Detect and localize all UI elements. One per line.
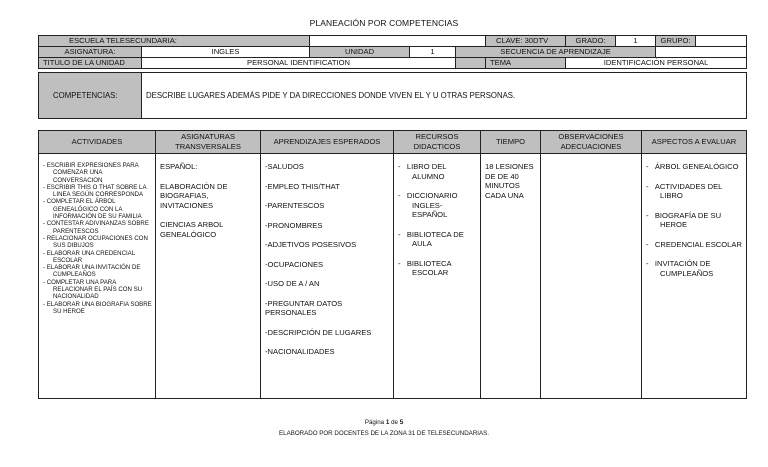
list-item: -EMPLEO THIS/THAT (265, 181, 340, 191)
list-item: -PREGUNTAR DATOS PERSONALES (265, 298, 343, 317)
planning-table (38, 130, 747, 399)
list-item: -DESCRIPCIÓN DE LUGARES (265, 327, 372, 337)
transversales-cell[interactable] (156, 154, 261, 399)
grupo-value[interactable] (696, 36, 747, 47)
recursos-cell[interactable] (394, 154, 481, 399)
list-item: - ÁRBOL GENEALÓGICO (646, 162, 743, 172)
grado-value[interactable]: 1 (616, 36, 656, 47)
list-item: - ESCRIBIR EXPRESIONES PARA COMENZAR UNA CONVERSACION (43, 162, 152, 184)
tema-label: TEMA (486, 58, 566, 69)
col-transversales-header: ASIGNATURAS TRANSVERSALES (156, 131, 261, 154)
secuencia-value[interactable] (656, 47, 747, 58)
list-item: - ELABORAR UNA CREDENCIAL ESCOLAR (43, 250, 152, 265)
list-item: - ESCRIBIR THIS O THAT SOBRE LA LINEA SEGÚN CORRESPONDA (43, 184, 152, 199)
competencias-table (38, 72, 747, 119)
col-observaciones-header: OBSERVACIONES ADECUACIONES (541, 131, 642, 154)
unidad-label: UNIDAD (310, 47, 410, 58)
list-item: ELABORACIÓN DE BIOGRAFIAS, INVITACIONES (160, 181, 228, 210)
col-tiempo-header: TIEMPO (481, 131, 541, 154)
competencias-label: COMPETENCIAS: (39, 73, 142, 119)
page-current: 1 (385, 419, 390, 426)
actividades-cell[interactable] (39, 154, 156, 399)
list-item: - BIBLIOTECA DE AULA (398, 230, 477, 249)
aprendizajes-cell[interactable] (261, 154, 394, 399)
escuela-value[interactable] (310, 36, 486, 47)
list-item: - INVITACIÓN DE CUMPLEAÑOS (646, 259, 743, 278)
list-item: -PARENTESCOS (265, 201, 325, 210)
grupo-label: GRUPO: (656, 36, 696, 47)
escuela-label: ESCUELA TELESECUNDARIA: (39, 36, 310, 47)
actividades-list (43, 162, 152, 315)
titulo-label: TITULO DE LA UNIDAD (39, 58, 142, 69)
page-title: PLANEACIÓN POR COMPETENCIAS (309, 18, 459, 28)
list-item: -OCUPACIONES (265, 259, 324, 269)
tiempo-cell[interactable] (481, 154, 541, 399)
list-item: -PRONOMBRES (265, 220, 323, 230)
list-item: CIENCIAS ARBOL GENEALÓGICO (160, 220, 224, 239)
list-item: - BIOGRAFÍA DE SU HEROE (646, 211, 743, 230)
list-item: - RELACIONAR OCUPACIONES CON SUS DIBUJOS (43, 235, 152, 250)
list-item: - COMPLETAR EL ÁRBOL GENEALÓGICO CON LA INFORMACIÓN DE SU FAMILIA (43, 198, 152, 220)
page-number (0, 419, 768, 426)
page-prefix: Página (364, 419, 385, 426)
list-item: -ADJETIVOS POSESIVOS (265, 240, 357, 249)
clave-label: CLAVE: 30DTV (486, 36, 566, 47)
header-table (38, 35, 747, 69)
page-of: de (391, 419, 398, 426)
list-item: -USO DE A / AN (265, 279, 320, 288)
list-item: - ACTIVIDADES DEL LIBRO (646, 182, 743, 201)
footer-credit: ELABORADO POR DOCENTES DE LA ZONA 31 DE TELESECUNDARIAS. (279, 430, 489, 437)
col-aprendizajes-header: APRENDIZAJES ESPERADOS (261, 131, 394, 154)
col-recursos-header: RECURSOS DIDACTICOS (394, 131, 481, 154)
asignatura-label: ASIGNATURA: (39, 47, 142, 58)
asignatura-value[interactable]: INGLES (142, 47, 310, 58)
list-item: - LIBRO DEL ALUMNO (398, 162, 477, 181)
observaciones-cell[interactable] (541, 154, 642, 399)
grado-label: GRADO: (566, 36, 616, 47)
list-item: - COMPLETAR UNA PARA RELACIONAR EL PAÍS CON SU NACIONALIDAD (43, 279, 152, 301)
list-item: ESPAÑOL: (160, 162, 198, 171)
tema-label-spacer (456, 58, 486, 69)
col-actividades-header: ACTIVIDADES (39, 131, 156, 154)
titulo-value[interactable]: PERSONAL IDENTIFICATION (142, 58, 456, 69)
competencias-text[interactable]: DESCRIBE LUGARES ADEMÁS PIDE Y DA DIRECCIONES DONDE VIVEN EL Y U OTRAS PERSONAS. (142, 73, 747, 119)
tiempo-text: 18 LESIONES DE DE 40 MINUTOS CADA UNA (485, 162, 534, 200)
unidad-value[interactable]: 1 (410, 47, 456, 58)
list-item: - DICCIONARIO INGLES-ESPAÑOL (398, 191, 477, 220)
list-item: - CREDENCIAL ESCOLAR (646, 240, 743, 250)
list-item: - CONTESTAR ADIVINANZAS SOBRE PARENTESCOS (43, 220, 152, 235)
page-total: 5 (399, 419, 404, 426)
list-item: -NACIONALIDADES (265, 347, 335, 356)
secuencia-label: SECUENCIA DE APRENDIZAJE (456, 47, 656, 58)
aspectos-cell[interactable] (642, 154, 747, 399)
list-item: -SALUDOS (265, 162, 304, 171)
list-item: - BIBLIOTECA ESCOLAR (398, 259, 477, 278)
list-item: - ELABORAR UNA BIOGRAFIA SOBRE SU HEROE (43, 301, 152, 316)
tema-value[interactable]: IDENTIFICACIÓN PERSONAL (566, 58, 747, 69)
col-aspectos-header: ASPECTOS A EVALUAR (642, 131, 747, 154)
list-item: - ELABORAR UNA INVITACIÓN DE CUMPLEAÑOS (43, 264, 152, 279)
